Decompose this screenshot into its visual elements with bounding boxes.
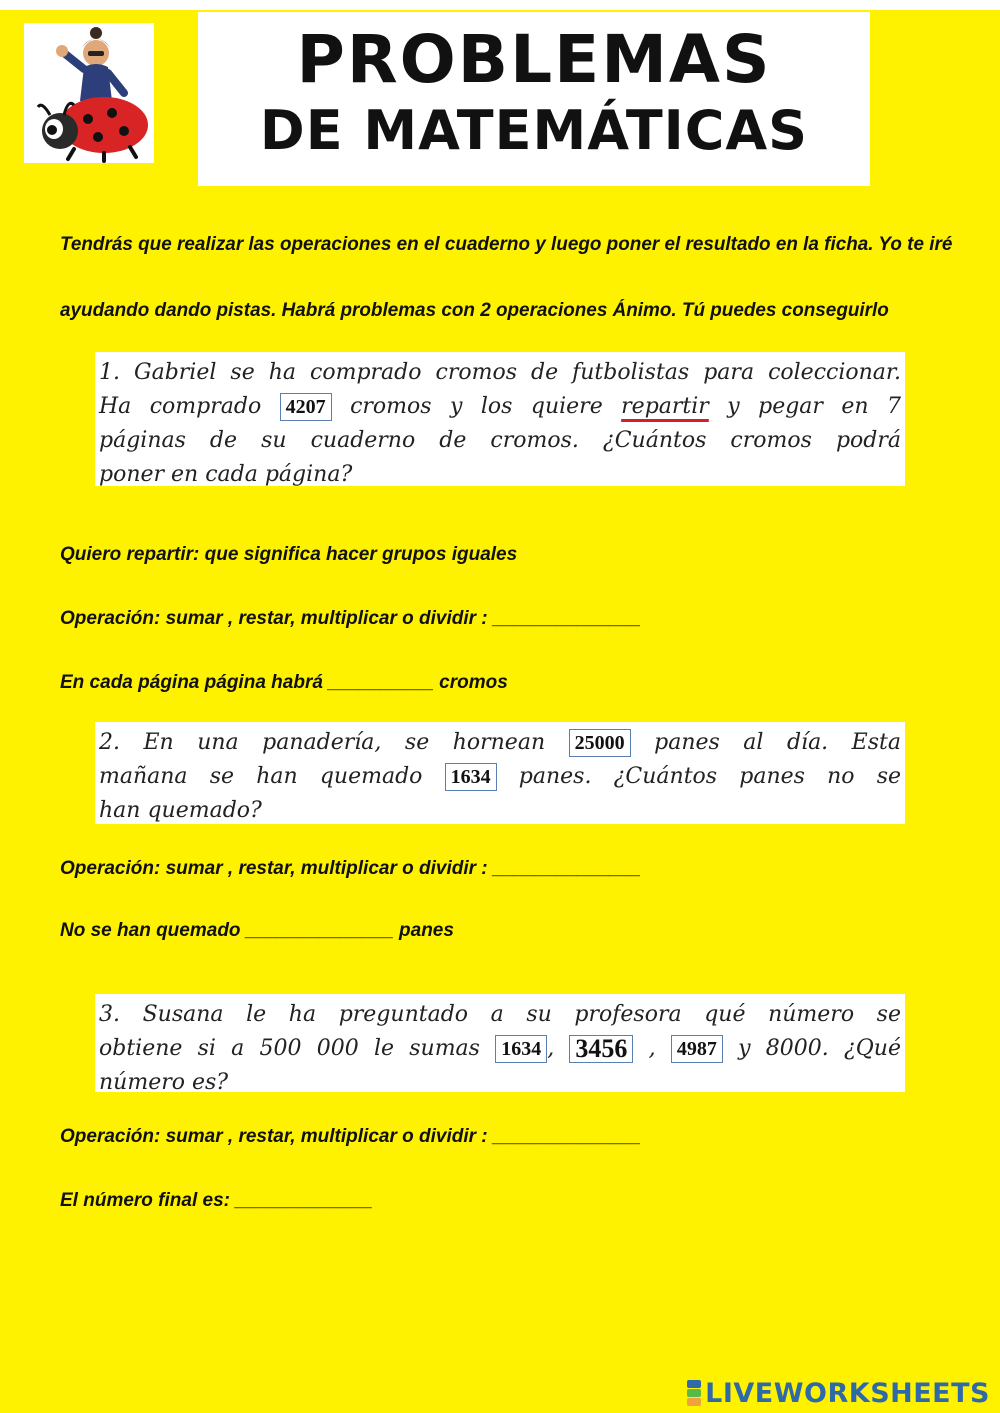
problem-3-line1: 3. Susana le ha preguntado a su profesora qué número se bbox=[99, 1002, 901, 1027]
brand-name: LIVEWORKSHEETS bbox=[705, 1377, 990, 1409]
problem-1-line4: poner en cada página? bbox=[99, 462, 353, 487]
problem-2-text-a: 2. En una panadería, se hornean bbox=[99, 730, 546, 755]
title-line1: PROBLEMAS bbox=[296, 21, 772, 98]
logo bbox=[24, 23, 154, 163]
brand-icon bbox=[687, 1380, 701, 1406]
problem-2-text-d: panes. ¿Cuántos panes no se bbox=[518, 764, 901, 789]
problem-2-text-b: panes al día. Esta bbox=[654, 730, 901, 755]
problem-1-value: 4207 bbox=[280, 393, 332, 421]
liveworksheets-brand[interactable] bbox=[687, 1379, 990, 1407]
problem-2-statement bbox=[95, 722, 905, 824]
problem-1-text-a: Ha comprado bbox=[99, 394, 262, 419]
ladybug-avatar-icon bbox=[24, 23, 154, 163]
instructions-line2: ayudando dando pistas. Habrá problemas con 2 operaciones Ánimo. Tú puedes conseguirlo bbox=[60, 300, 889, 321]
problem-2-text-c: mañana se han quemado bbox=[99, 764, 423, 789]
problem-2-answer[interactable]: No se han quemado ______________ panes bbox=[60, 920, 454, 941]
problem-3-value-2: 3456 bbox=[569, 1035, 633, 1063]
problem-3-text-b: y 8000. ¿Qué bbox=[738, 1036, 901, 1061]
problem-3-value-3: 4987 bbox=[671, 1035, 723, 1063]
problem-1-line1: 1. Gabriel se ha comprado cromos de futbolistas para coleccionar. bbox=[99, 360, 901, 385]
problem-2-operation[interactable]: Operación: sumar , restar, multiplicar o dividir : ______________ bbox=[60, 858, 641, 879]
problem-3-text-a: obtiene si a 500 000 le sumas bbox=[99, 1036, 480, 1061]
problem-2-value-1: 25000 bbox=[569, 729, 631, 757]
problem-1-line2 bbox=[99, 390, 901, 424]
problem-1-text-c: y pegar en 7 bbox=[727, 394, 901, 419]
title-banner bbox=[198, 12, 870, 186]
problem-1-line3: páginas de su cuaderno de cromos. ¿Cuántos cromos podrá bbox=[99, 428, 901, 453]
problem-3-line2: obtiene si a 500 000 le sumas 1634 , 3456 , 4987 y 8000. ¿Qué bbox=[99, 1034, 901, 1063]
title-line2: DE MATEMÁTICAS bbox=[259, 99, 809, 162]
problem-3-line3: número es? bbox=[99, 1070, 229, 1095]
problem-2-line2 bbox=[99, 760, 901, 794]
problem-2-line3: han quemado? bbox=[99, 798, 262, 823]
instructions-line1: Tendrás que realizar las operaciones en el cuaderno y luego poner el resultado en la ficha. Yo te iré bbox=[60, 234, 953, 255]
problem-1-answer[interactable]: En cada página página habrá __________ cromos bbox=[60, 672, 508, 693]
problem-1-keyword: repartir bbox=[621, 394, 709, 419]
problem-1-statement bbox=[95, 352, 905, 486]
problem-2-line1 bbox=[99, 726, 901, 760]
problem-3-operation[interactable]: Operación: sumar , restar, multiplicar o dividir : ______________ bbox=[60, 1126, 641, 1147]
problem-2-value-2: 1634 bbox=[445, 763, 497, 791]
worksheet-page bbox=[0, 10, 1000, 1413]
problem-3-value-1: 1634 bbox=[495, 1035, 547, 1063]
problem-1-operation[interactable]: Operación: sumar , restar, multiplicar o dividir : ______________ bbox=[60, 608, 641, 629]
problem-3-answer[interactable]: El número final es: _____________ bbox=[60, 1190, 373, 1211]
problem-1-text-b: cromos y los quiere bbox=[350, 394, 603, 419]
problem-1-hint: Quiero repartir: que significa hacer grupos iguales bbox=[60, 544, 518, 565]
problem-3-statement bbox=[95, 994, 905, 1095]
